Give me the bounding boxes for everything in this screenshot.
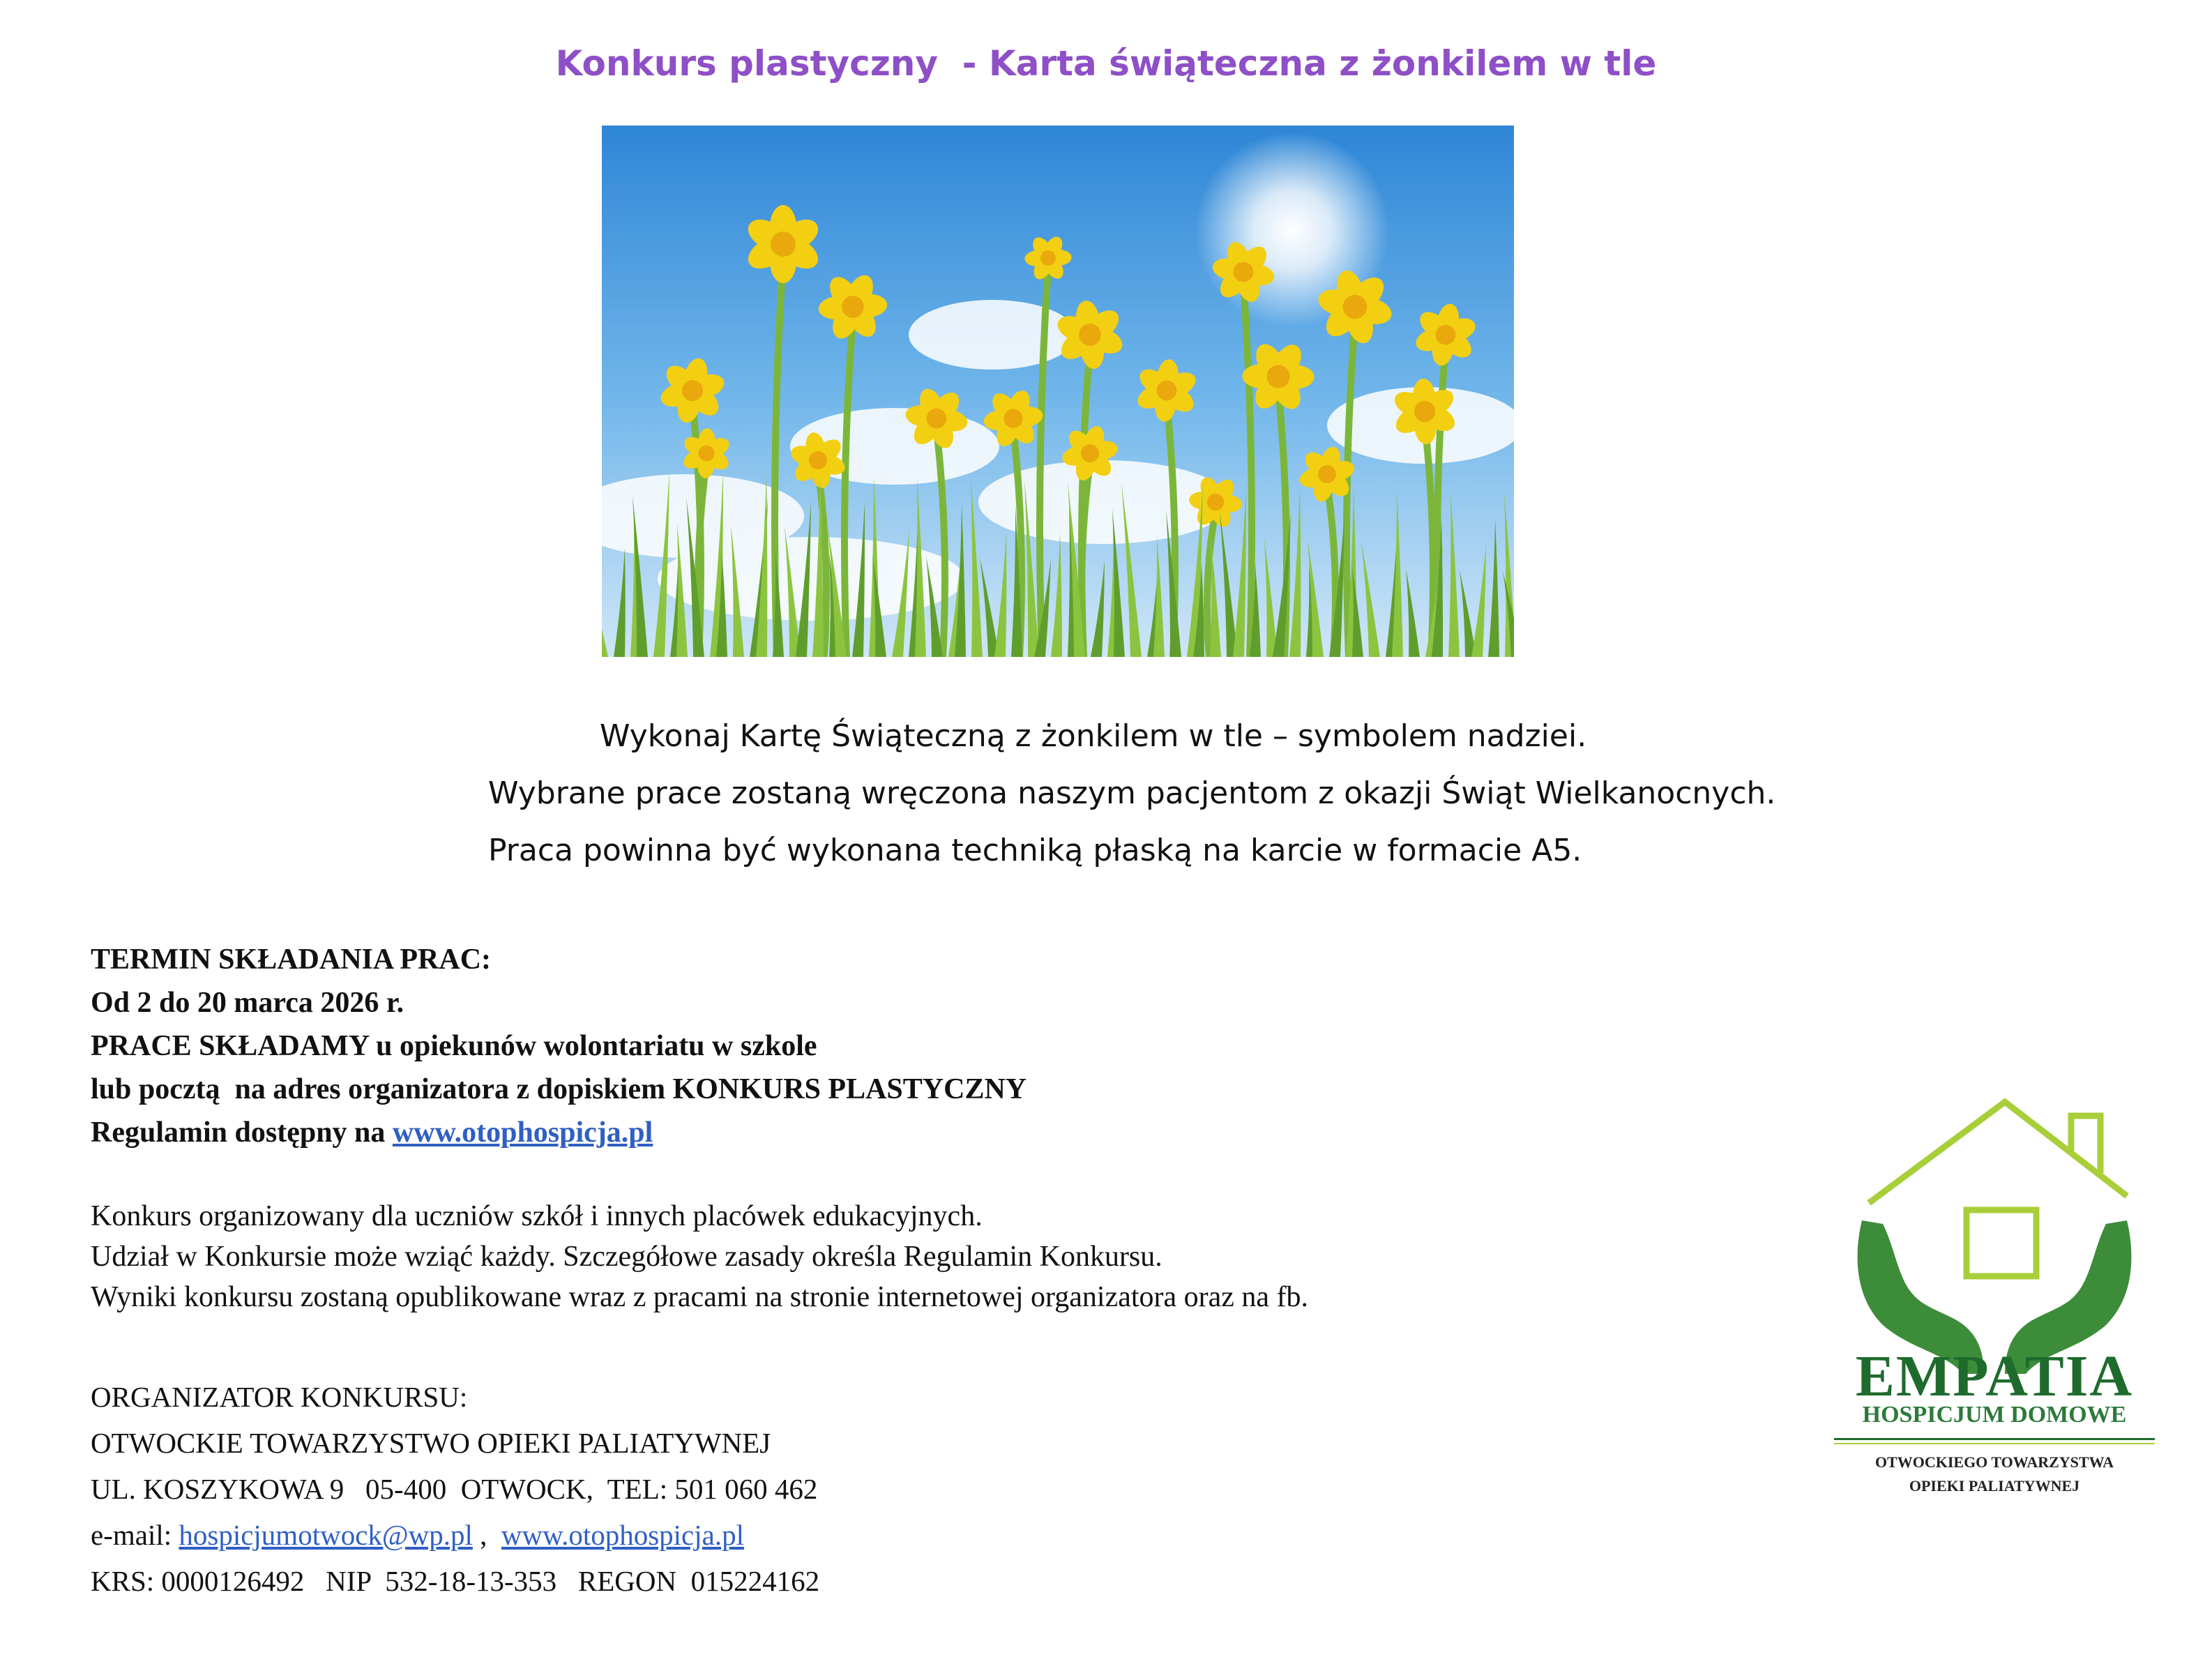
logo-org-line-1: OTWOCKIEGO TOWARZYSTWA — [1874, 1453, 2114, 1471]
empatia-logo — [1841, 1025, 2148, 1499]
rules-link[interactable]: www.otophospicja.pl — [392, 1117, 653, 1149]
house-icon — [1869, 1102, 2127, 1276]
deadline-post: lub pocztą na adres organizatora z dopiskiem KONKURS PLASTYCZNY — [91, 1073, 1027, 1105]
intro-line-2: Wybrane prace zostaną wręczona naszym pacjentom z okazji Świąt Wielkanocnych. — [488, 775, 1776, 811]
deadline-section — [91, 938, 1027, 1154]
email-link[interactable]: hospicjumotwock@wp.pl — [179, 1519, 473, 1551]
organizer-name: OTWOCKIE TOWARZYSTWO OPIEKI PALIATYWNEJ — [91, 1427, 771, 1459]
organizer-section — [91, 1374, 819, 1604]
organizer-address: UL. KOSZYKOWA 9 05-400 OTWOCK, TEL: 501 060 462 — [91, 1473, 818, 1505]
daffodils-image — [602, 126, 1514, 657]
logo-organization — [1806, 1451, 2183, 1498]
email-label: e-mail: — [91, 1519, 179, 1551]
logo-subtitle: HOSPICJUM DOMOWE — [1862, 1402, 2127, 1428]
contact-separator: , — [472, 1519, 501, 1551]
organizer-registry: KRS: 0000126492 NIP 532-18-13-353 REGON 015224162 — [91, 1565, 820, 1597]
info-line-2: Udział w Konkursie może wziąć każdy. Szczegółowe zasady określa Regulamin Konkursu. — [91, 1241, 1162, 1273]
deadline-heading: TERMIN SKŁADANIA PRAC: — [91, 944, 492, 976]
info-section — [91, 1196, 1308, 1317]
intro-line-1: Wykonaj Kartę Świąteczną z żonkilem w tle – symbolem nadziei. — [600, 718, 1587, 754]
logo-org-line-2: OPIEKI PALIATYWNEJ — [1909, 1477, 2080, 1494]
intro-line-3: Praca powinna być wykonana techniką płaską na karcie w formacie A5. — [488, 833, 1582, 868]
organizer-heading: ORGANIZATOR KONKURSU: — [91, 1381, 468, 1413]
intro-text — [488, 708, 1883, 879]
organizer-contact — [91, 1512, 819, 1558]
rules-line — [91, 1111, 1027, 1154]
page-title: Konkurs plastyczny - Karta świąteczna z żonkilem w tle — [555, 43, 1657, 84]
info-line-1: Konkurs organizowany dla uczniów szkół i innych placówek edukacyjnych. — [91, 1200, 983, 1232]
logo-divider — [1834, 1438, 2155, 1440]
logo-divider-accent — [1834, 1443, 2155, 1444]
logo-name: EMPATIA — [1855, 1344, 2134, 1409]
deadline-dates: Od 2 do 20 marca 2026 r. — [91, 987, 404, 1019]
rules-label: Regulamin dostępny na — [91, 1117, 393, 1149]
info-line-3: Wyniki konkursu zostaną opublikowane wraz z pracami na stronie internetowej organizatora oraz na fb. — [91, 1281, 1309, 1313]
deadline-where: PRACE SKŁADAMY u opiekunów wolontariatu w szkole — [91, 1030, 817, 1062]
website-link[interactable]: www.otophospicja.pl — [501, 1519, 744, 1551]
